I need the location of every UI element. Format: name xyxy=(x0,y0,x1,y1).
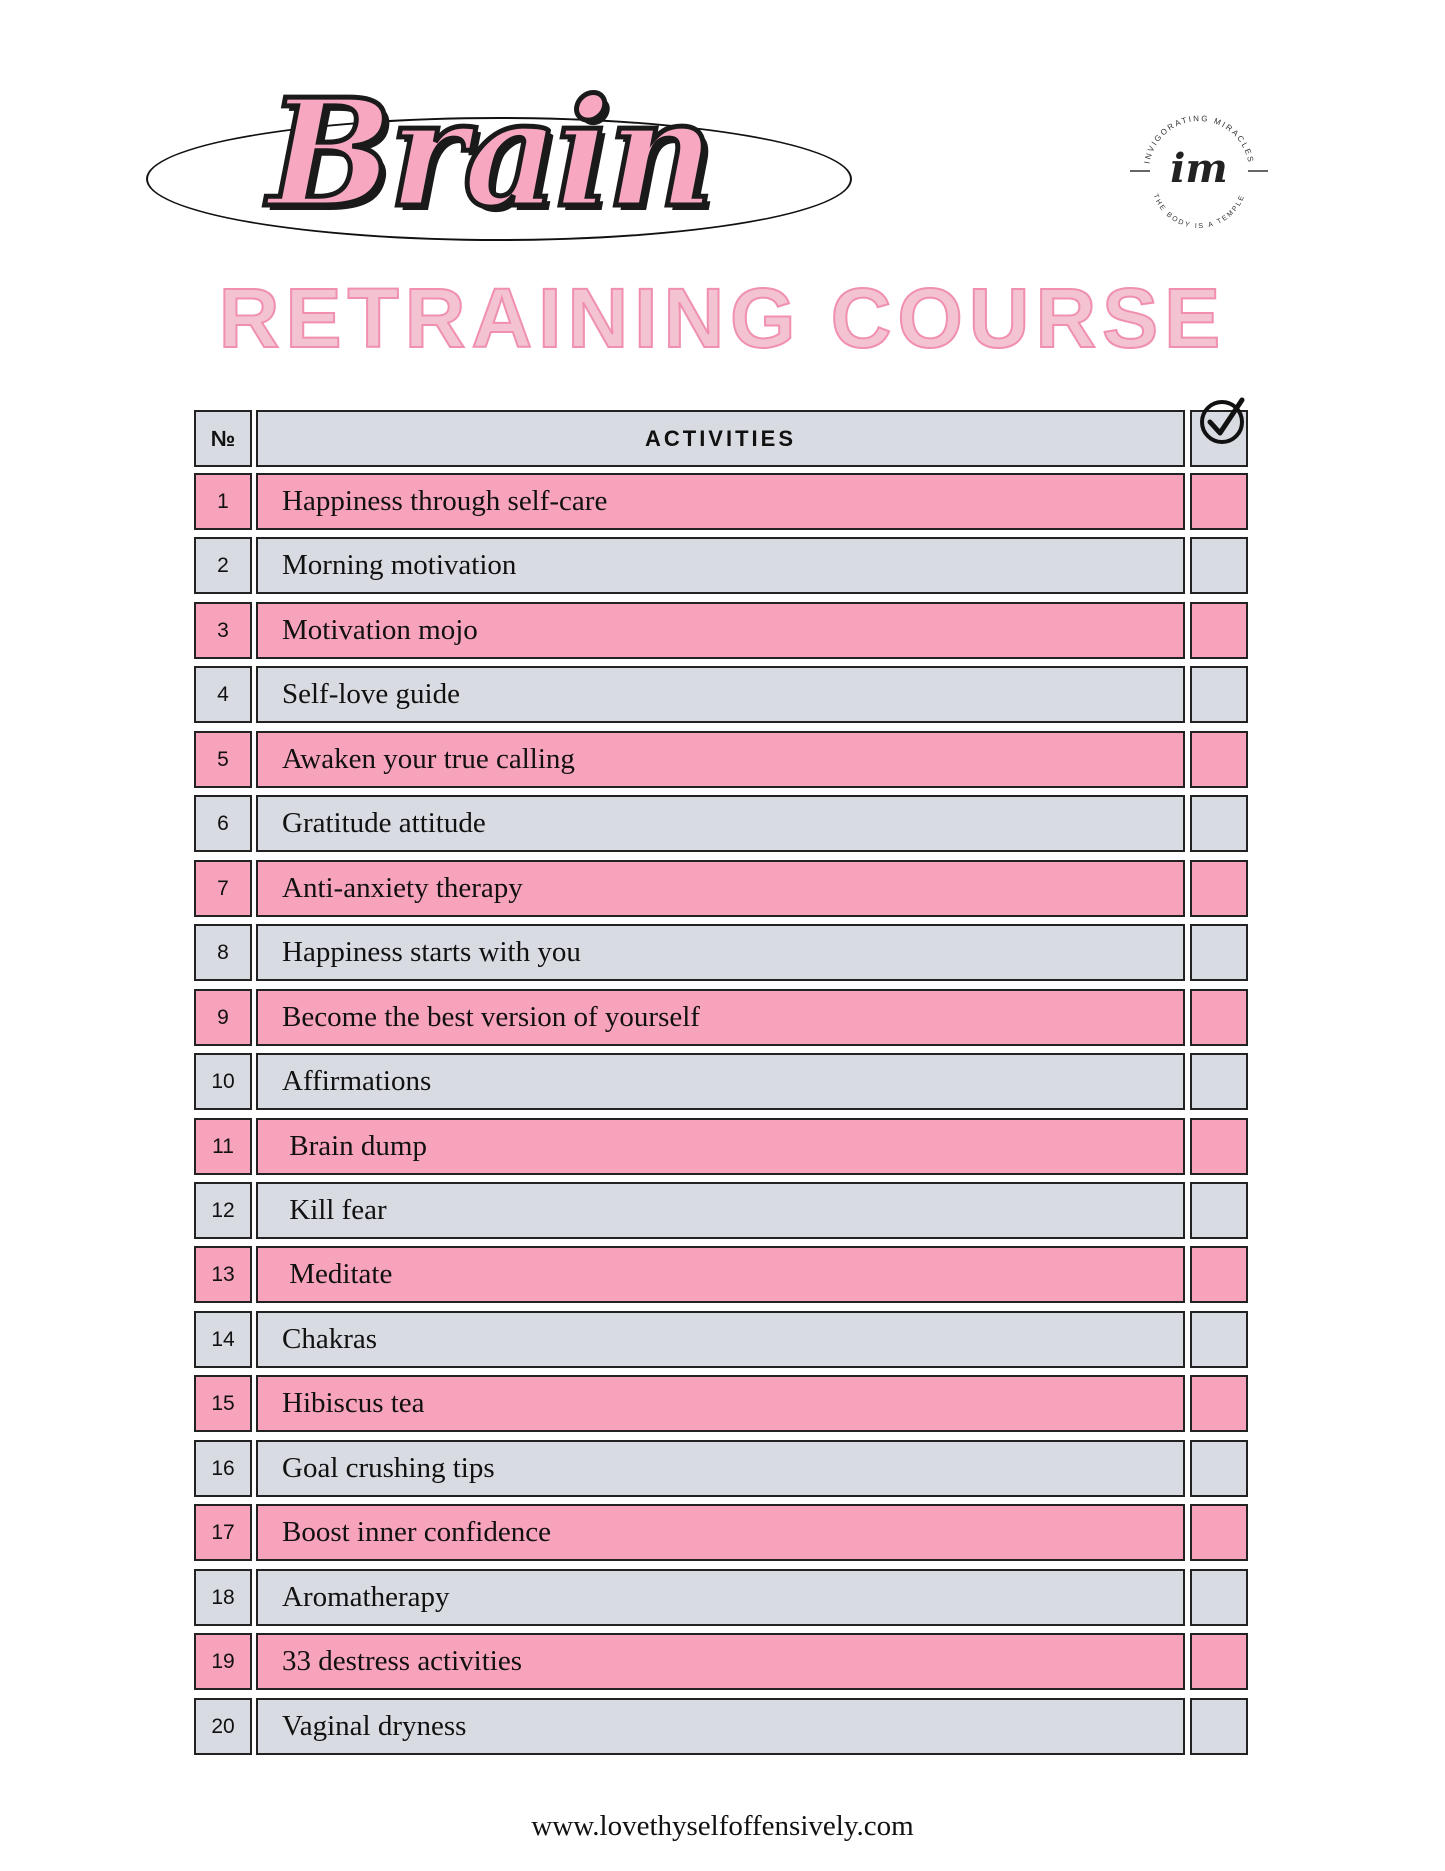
row-checkbox[interactable] xyxy=(1190,1182,1248,1239)
row-activity: Vaginal dryness xyxy=(256,1698,1185,1755)
row-checkbox[interactable] xyxy=(1190,1440,1248,1497)
row-checkbox[interactable] xyxy=(1190,924,1248,981)
row-activity: Goal crushing tips xyxy=(256,1440,1185,1497)
row-activity: Happiness starts with you xyxy=(256,924,1185,981)
row-number: 7 xyxy=(194,860,252,917)
logo-monogram: im xyxy=(1170,145,1228,192)
row-checkbox[interactable] xyxy=(1190,731,1248,788)
row-number: 5 xyxy=(194,731,252,788)
page-subtitle: RETRAINING COURSE xyxy=(218,271,1227,365)
row-number: 20 xyxy=(194,1698,252,1755)
check-circle-icon xyxy=(1198,394,1250,446)
row-checkbox[interactable] xyxy=(1190,1698,1248,1755)
row-number: 3 xyxy=(194,602,252,659)
row-activity: Brain dump xyxy=(256,1118,1185,1175)
row-activity: 33 destress activities xyxy=(256,1633,1185,1690)
row-activity: Meditate xyxy=(256,1246,1185,1303)
row-number: 15 xyxy=(194,1375,252,1432)
logo-ring-bottom: THE BODY IS A TEMPLE xyxy=(1151,193,1247,231)
row-checkbox[interactable] xyxy=(1190,989,1248,1046)
row-activity: Motivation mojo xyxy=(256,602,1185,659)
row-checkbox[interactable] xyxy=(1190,1569,1248,1626)
row-number: 16 xyxy=(194,1440,252,1497)
row-number: 18 xyxy=(194,1569,252,1626)
row-activity: Happiness through self-care xyxy=(256,473,1185,530)
row-number: 2 xyxy=(194,537,252,594)
row-number: 10 xyxy=(194,1053,252,1110)
row-number: 4 xyxy=(194,666,252,723)
row-number: 13 xyxy=(194,1246,252,1303)
row-checkbox[interactable] xyxy=(1190,1504,1248,1561)
row-number: 14 xyxy=(194,1311,252,1368)
row-checkbox[interactable] xyxy=(1190,1633,1248,1690)
row-activity: Morning motivation xyxy=(256,537,1185,594)
row-number: 11 xyxy=(194,1118,252,1175)
brand-logo xyxy=(1128,100,1270,242)
row-activity: Become the best version of yourself xyxy=(256,989,1185,1046)
row-number: 17 xyxy=(194,1504,252,1561)
row-number: 6 xyxy=(194,795,252,852)
row-activity: Hibiscus tea xyxy=(256,1375,1185,1432)
row-activity: Self-love guide xyxy=(256,666,1185,723)
row-checkbox[interactable] xyxy=(1190,795,1248,852)
row-activity: Affirmations xyxy=(256,1053,1185,1110)
row-number: 9 xyxy=(194,989,252,1046)
column-header-activities: ACTIVITIES xyxy=(256,410,1185,467)
footer-url: www.lovethyselfoffensively.com xyxy=(531,1810,914,1842)
row-checkbox[interactable] xyxy=(1190,602,1248,659)
row-activity: Gratitude attitude xyxy=(256,795,1185,852)
row-activity: Aromatherapy xyxy=(256,1569,1185,1626)
row-number: 8 xyxy=(194,924,252,981)
row-checkbox[interactable] xyxy=(1190,666,1248,723)
logo-ring-top: INVIGORATING MIRACLES xyxy=(1142,113,1256,165)
row-activity: Chakras xyxy=(256,1311,1185,1368)
row-checkbox[interactable] xyxy=(1190,473,1248,530)
row-checkbox[interactable] xyxy=(1190,1246,1248,1303)
svg-text:THE BODY IS A TEMPLE xyxy=(1151,193,1246,230)
row-number: 19 xyxy=(194,1633,252,1690)
row-activity: Anti-anxiety therapy xyxy=(256,860,1185,917)
row-activity: Kill fear xyxy=(256,1182,1185,1239)
row-checkbox[interactable] xyxy=(1190,860,1248,917)
row-activity: Awaken your true calling xyxy=(256,731,1185,788)
row-checkbox[interactable] xyxy=(1190,1053,1248,1110)
row-checkbox[interactable] xyxy=(1190,537,1248,594)
row-checkbox[interactable] xyxy=(1190,1375,1248,1432)
column-header-number: № xyxy=(194,410,252,467)
row-activity: Boost inner confidence xyxy=(256,1504,1185,1561)
row-checkbox[interactable] xyxy=(1190,1311,1248,1368)
row-number: 1 xyxy=(194,473,252,530)
row-number: 12 xyxy=(194,1182,252,1239)
page-title: Brain xyxy=(268,66,711,240)
row-checkbox[interactable] xyxy=(1190,1118,1248,1175)
